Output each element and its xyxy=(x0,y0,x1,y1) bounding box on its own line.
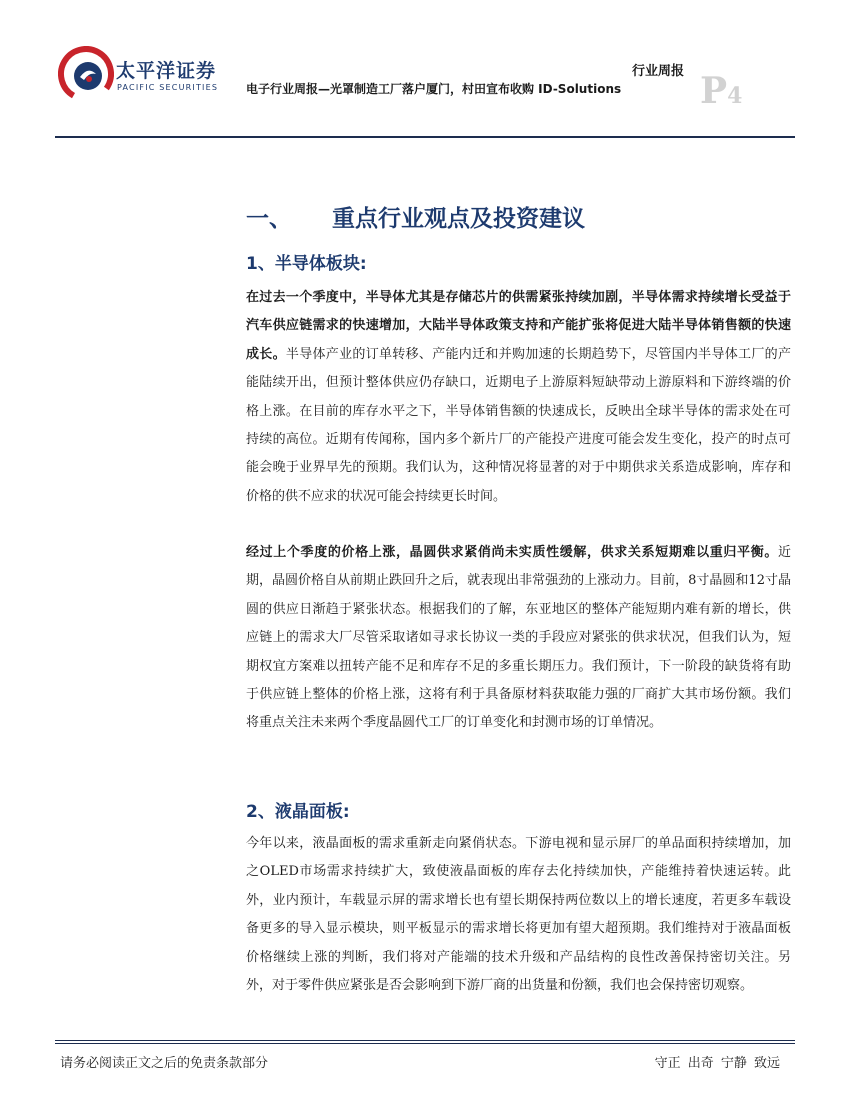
pacific-securities-logo-icon xyxy=(58,46,114,102)
page-number xyxy=(700,70,742,112)
paragraph-body-text: 半导体产业的订单转移、产能内迁和并购加速的长期趋势下，尽管国内半导体工厂的产能陆续开出，但预计整体供应仍存缺口，近期电子上游原料短缺带动上游原料和下游终端的价格上涨。在目前的库存水平之下，半导体销售额的快速成长，反映出全球半导体的需求处在可持续的高位。近期有传闻称，国内多个新片厂的产能投产进度可能会发生变化，投产的时点可能会晚于业界早先的预期。我们认为，这种情况将显著的对于中期供求关系造成影响，库存和价格的供不应求的状况可能会持续更长时间。 xyxy=(246,346,791,504)
page-digit: 4 xyxy=(727,83,743,109)
paragraph-semiconductor-1 xyxy=(246,284,791,511)
company-logo xyxy=(58,46,248,102)
report-title: 电子行业周报—光罩制造工厂落户厦门，村田宣布收购 ID-Solutions xyxy=(246,82,622,96)
footer-disclaimer: 请务必阅读正文之后的免责条款部分 xyxy=(60,1056,269,1071)
paragraph-lead-bold: 在过去一个季度中，半导体尤其是存储芯片的供需紧张持续加剧，半导体需求持续增长受益于汽车供应链需求的快速增加，大陆半导体政策支持和产能扩张将促进大陆半导体销售额的快速成长。 xyxy=(246,290,791,362)
paragraph-semiconductor-2 xyxy=(246,539,791,738)
subheading-semiconductor: 1、半导体板块: xyxy=(246,254,367,274)
section-title: 重点行业观点及投资建议 xyxy=(332,206,585,232)
report-type-label: 行业周报 xyxy=(631,64,684,79)
paragraph-body-text: 今年以来，液晶面板的需求重新走向紧俏状态。下游电视和显示屏厂的单品面积持续增加，加之OLED市场需求持续扩大，致使液晶面板的库存去化持续加快，产能维持着快速运转。此外，业内预计，车载显示屏的需求增长也有望长期保持两位数以上的增长速度，若更多车载设备更多的导入显示模块，则平板显示的需求增长将更加有望大超预期。我们维持对于液晶面板价格继续上涨的判断，我们将对产能端的技术升级和产品结构的良性改善保持密切关注。另外，对于零件供应紧张是否会影响到下游厂商的出货量和份额，我们也会保持密切观察。 xyxy=(246,836,791,994)
footer-divider-secondary xyxy=(55,1043,795,1044)
section-number: 一、 xyxy=(246,206,292,232)
page-letter: P xyxy=(700,70,728,112)
logo-chinese-name: 太平洋证券 xyxy=(116,60,217,82)
header-divider xyxy=(55,136,795,138)
logo-english-name: PACIFIC SECURITIES xyxy=(117,83,219,92)
subheading-lcd-panel: 2、液晶面板: xyxy=(246,802,350,822)
paragraph-lead-bold: 经过上个季度的价格上涨，晶圆供求紧俏尚未实质性缓解，供求关系短期难以重归平衡。 xyxy=(246,545,778,560)
section-heading xyxy=(246,200,585,233)
footer-motto: 守正 出奇 宁静 致远 xyxy=(654,1056,780,1071)
footer-divider xyxy=(55,1040,795,1041)
paragraph-lcd-panel xyxy=(246,830,791,1000)
paragraph-body-text: 近期，晶圆价格自从前期止跌回升之后，就表现出非常强劲的上涨动力。目前，8寸晶圆和12寸晶圆的供应日渐趋于紧张状态。根据我们的了解，东亚地区的整体产能短期内难有新的增长，供应链上的需求大厂尽管采取诸如寻求长协议一类的手段应对紧张的供求状况，但我们认为，短期权宜方案难以扭转产能不足和库存不足的多重长期压力。我们预计，下一阶段的缺货将有助于供应链上整体的价格上涨，这将有利于具备原材料获取能力强的厂商扩大其市场份额。我们将重点关注未来两个季度晶圆代工厂的订单变化和封测市场的订单情况。 xyxy=(246,545,791,731)
